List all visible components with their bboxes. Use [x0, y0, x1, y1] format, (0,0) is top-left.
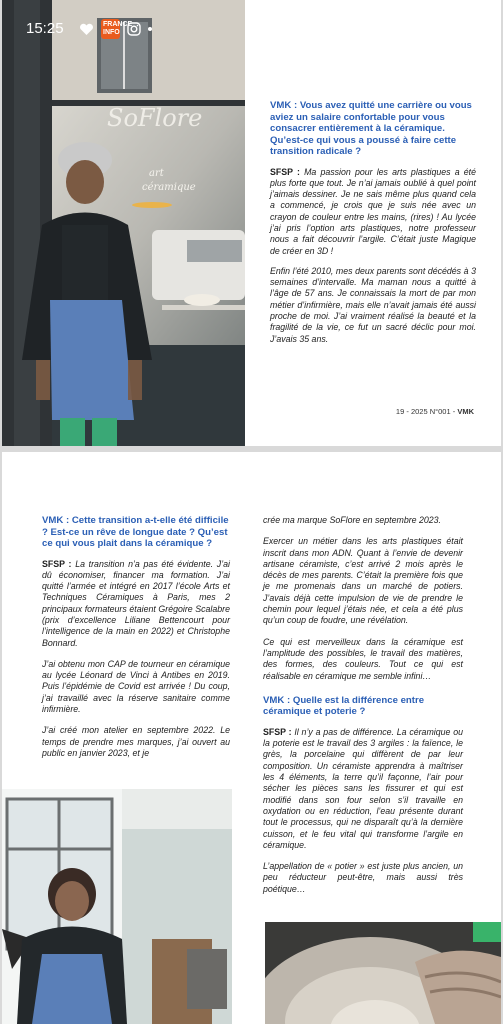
question-2 — [42, 515, 230, 550]
heart-icon — [79, 23, 94, 36]
page-footer — [396, 407, 474, 416]
answer-3-paragraph-1 — [263, 727, 463, 851]
answer-3-prefix: SFSP : — [263, 726, 292, 737]
page-number: 19 — [395, 407, 405, 416]
page1-text-column — [270, 100, 476, 345]
pottery-wheel-photo — [265, 922, 501, 1024]
dot-icon — [148, 27, 152, 31]
answer-2-paragraph-1 — [42, 559, 230, 649]
instagram-icon — [127, 22, 141, 36]
page2-left-column — [42, 515, 230, 759]
workshop-illustration — [2, 789, 232, 1024]
question-3 — [263, 695, 463, 718]
status-time: 15:25 — [26, 20, 64, 37]
storefront-ceramique-text: céramique — [142, 182, 196, 193]
question-3-prefix: VMK : — [263, 694, 291, 706]
magazine-page-19 — [2, 0, 501, 446]
question-2-text: Cette transition a-t-elle été difficile ? Est-ce un rêve de longue date ? Qu’est ce qui vous plait dans la céramique ? — [42, 515, 229, 549]
answer-1-prefix: SFSP : — [270, 166, 300, 177]
answer-3-text: Il n’y a pas de différence. La céramique ou la poterie est le travail des 3 argiles : la faïence, le grès, la porcelaine qui diffèrent de par leur composition. Un céramiste apprendra à maîtriser les 4 éléments, la terre qu’il façonne, l’air pour sécher les pièces sans les fissurer et qui est modifié dans son four selon s’il travaille en oxydation ou en réduction, l’eau présente durant tout le processus, qui ne disparaît qu’à la dernière cuisson, et le feu vital qui transforme l’argile en céramique. — [263, 726, 463, 850]
storefront-photo — [2, 0, 245, 446]
news-app-icon: FRANCE INFO — [101, 19, 120, 39]
question-2-prefix: VMK : — [42, 515, 70, 526]
answer-1-text: Ma passion pour les arts plastiques a été plus forte que tout. Je n’ai jamais oublié à quel point j’aimais dessiner. Je ne sais même plus quand cela a commencé, je crois que je suis née avec un crayon de couleur entre les mains, (rires) ! Au lycée j’ai pris l’option arts plastiques, notre professeur nous a fait découvrir l’argile. C’était juste Magique de créer en 3D ! — [270, 166, 476, 256]
status-icons — [79, 19, 152, 39]
answer-2-text: La transition n’a pas été évidente. J’ai dû économiser, financer ma formation. J’ai quitté l’armée et intégré en 2017 l’école Arts et Techniques Céramiques à Paris, mes 2 principaux formateurs étaient Grégoire Scalabre (prix d’excellence Liliane Bettencourt pour l’intelligence de la main en 2022) et Christophe Bonnard. — [42, 558, 230, 648]
answer-2-paragraph-3-continued: crée ma marque SoFlore en septembre 2023. — [263, 515, 441, 525]
pottery-wheel-illustration — [265, 922, 501, 1024]
answer-2-paragraph-4: Exercer un métier dans les arts plastiques était inscrit dans mon ADN. Quant à l’envie de devenir artisane céramiste, c’est arrivé 2 mois après le décès de mes parents. C’était la première fois que je me promenais dans un marché de potiers. J’avais déjà cette impulsion de vie de prendre le chemin pour lequel j’étais née, et cela a été plus qu’un coup de foudre, une révélation. — [263, 536, 463, 626]
answer-2-paragraph-5: Ce qui est merveilleux dans la céramique est l’amplitude des possibles, le travail des matières, des formes, des couleurs. Tout ce qui est réalisable en céramique me semble infini… — [263, 636, 463, 681]
answer-1-paragraph-2: Enfin l’été 2010, mes deux parents sont décédés à 3 semaines d’intervalle. Ma maman nous a quitté à l’âge de 57 ans. Je connaissais la mort de par mon métier d’infirmière, mais elle n’avait jamais été aussi proche de moi. J’ai vraiment réalisé la beauté et la fragilité de la vie, ce fut un sacré déclic pour moi. J’avais 35 ans. — [270, 265, 476, 344]
storefront-brand-text: SoFlore — [107, 104, 203, 132]
question-1-text: Vous avez quitté une carrière ou vous aviez un salaire confortable pour vous consacrer entièrement à la céramique. Qu’est-ce qui vous a poussé à faire cette transition radicale ? — [270, 100, 472, 157]
question-1 — [270, 100, 476, 158]
answer-2-prefix: SFSP : — [42, 558, 72, 569]
answer-2-paragraph-3: J’ai créé mon atelier en septembre 2022. Le temps de prendre mes marques, j’ai ouvert au public en janvier 2023, et je — [42, 725, 230, 758]
page2-right-column — [263, 515, 463, 895]
footer-brand: VMK — [457, 407, 474, 416]
answer-3-paragraph-2: L’appellation de « potier » est juste plus ancien, un peu réducteur peut-être, mais aussi très poétique… — [263, 861, 463, 894]
status-bar — [0, 0, 503, 37]
issue-label: - 2025 N°001 - — [406, 407, 456, 416]
storefront-art-text: art — [149, 168, 164, 179]
magazine-page-20 — [2, 452, 501, 1024]
question-1-prefix: VMK : — [270, 100, 298, 111]
answer-2-paragraph-2: J’ai obtenu mon CAP de tourneur en céramique au lycée Léonard de Vinci à Antibes en 2019. Puis l’épidémie de Covid est arrivée ! Du coup, j’ai travaillé avec la réserve sanitaire comme infirmière. — [42, 658, 230, 715]
question-3-text: Quelle est la différence entre céramique et poterie ? — [263, 694, 425, 718]
storefront-illustration — [2, 0, 245, 446]
workshop-photo — [2, 789, 232, 1024]
answer-1-paragraph-1 — [270, 167, 476, 257]
